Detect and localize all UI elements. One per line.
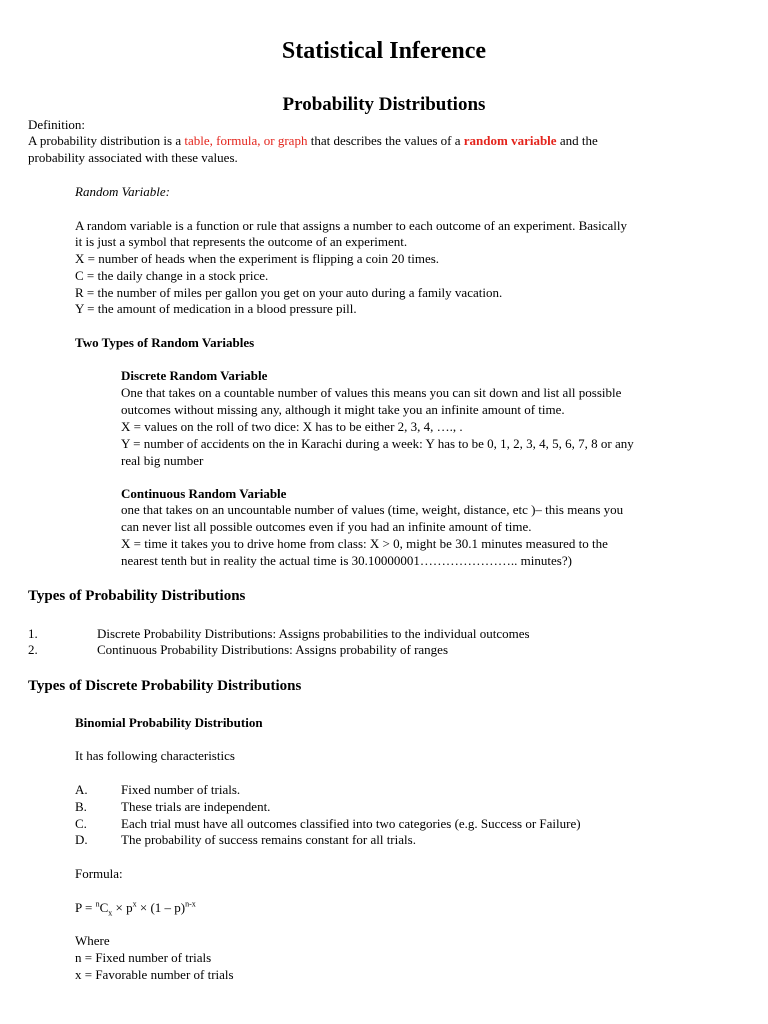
definition-line-2: probability associated with these values. (28, 150, 238, 165)
where-line: x = Favorable number of trials (75, 967, 234, 982)
discrete-rv-line: outcomes without missing any, although it might take you an infinite amount of time. (121, 402, 565, 417)
rv-line: A random variable is a function or rule that assigns a number to each outcome of an experiment. Basically (75, 218, 627, 233)
binomial-heading: Binomial Probability Distribution (75, 715, 263, 730)
continuous-rv-line: one that takes on an uncountable number of values (time, weight, distance, etc )– this means you (121, 502, 624, 517)
definition-text-a: A probability distribution is a (28, 133, 185, 148)
definition-highlight-rv: random variable (463, 133, 557, 148)
types-of-pd-heading: Types of Probability Distributions (28, 588, 246, 604)
where-line: n = Fixed number of trials (75, 950, 212, 965)
characteristic-letter: A. (75, 782, 88, 797)
discrete-rv-heading: Discrete Random Variable (121, 368, 268, 383)
continuous-rv-heading: Continuous Random Variable (121, 486, 287, 501)
types-of-discrete-heading: Types of Discrete Probability Distributions (28, 678, 302, 694)
definition-highlight-table: table, formula, or graph (184, 133, 308, 148)
page-title: Statistical Inference (281, 38, 487, 64)
characteristic-text: Fixed number of trials. (121, 782, 241, 797)
characteristic-letter: B. (75, 799, 87, 814)
pd-item-text: Continuous Probability Distributions: Assigns probability of ranges (97, 642, 448, 657)
where-label: Where (75, 933, 110, 948)
definition-text-c: and the (556, 133, 598, 148)
rv-line: R = the number of miles per gallon you get on your auto during a family vacation. (75, 285, 503, 300)
formula-part: × (1 – p) (136, 900, 186, 915)
formula-subscript: x (108, 908, 113, 918)
page-subtitle: Probability Distributions (282, 94, 486, 115)
continuous-rv-line: nearest tenth but in reality the actual time is 30.10000001………………….. minutes?) (121, 553, 572, 568)
definition-label: Definition: (28, 117, 86, 132)
definition-line-1 (28, 133, 598, 149)
binomial-formula (75, 900, 196, 916)
binomial-intro: It has following characteristics (75, 748, 235, 763)
formula-label: Formula: (75, 866, 123, 881)
pd-item-text: Discrete Probability Distributions: Assigns probabilities to the individual outcomes (97, 626, 530, 641)
discrete-rv-line: X = values on the roll of two dice: X has to be either 2, 3, 4, …., . (121, 419, 463, 434)
characteristic-text: Each trial must have all outcomes classified into two categories (e.g. Success or Failure) (121, 816, 581, 831)
rv-line: it is just a symbol that represents the outcome of an experiment. (75, 234, 408, 249)
formula-superscript: n-x (185, 899, 196, 909)
formula-part: P = (75, 900, 96, 915)
continuous-rv-line: X = time it takes you to drive home from class: X > 0, might be 30.1 minutes measured to the (121, 536, 608, 551)
rv-line: C = the daily change in a stock price. (75, 268, 269, 283)
characteristic-letter: C. (75, 816, 87, 831)
characteristic-text: The probability of success remains constant for all trials. (121, 832, 416, 847)
discrete-rv-line: One that takes on a countable number of values this means you can sit down and list all possible (121, 385, 622, 400)
rv-line: X = number of heads when the experiment is flipping a coin 20 times. (75, 251, 440, 266)
formula-superscript: n (95, 899, 100, 909)
formula-part: C (99, 900, 109, 915)
characteristic-letter: D. (75, 832, 88, 847)
two-types-heading: Two Types of Random Variables (75, 335, 255, 350)
definition-text-b: that describes the values of a (307, 133, 464, 148)
rv-line: Y = the amount of medication in a blood pressure pill. (75, 301, 357, 316)
random-variable-heading: Random Variable: (75, 184, 170, 199)
discrete-rv-line: Y = number of accidents on the in Karachi during a week: Y has to be 0, 1, 2, 3, 4, 5, 6, 7, 8 or any (121, 436, 634, 451)
pd-item-number: 2. (28, 642, 38, 657)
formula-superscript: x (132, 899, 137, 909)
continuous-rv-line: can never list all possible outcomes even if you had an infinite amount of time. (121, 519, 532, 534)
formula-part: × p (112, 900, 133, 915)
discrete-rv-line: real big number (121, 453, 204, 468)
characteristic-text: These trials are independent. (121, 799, 271, 814)
pd-item-number: 1. (28, 626, 38, 641)
